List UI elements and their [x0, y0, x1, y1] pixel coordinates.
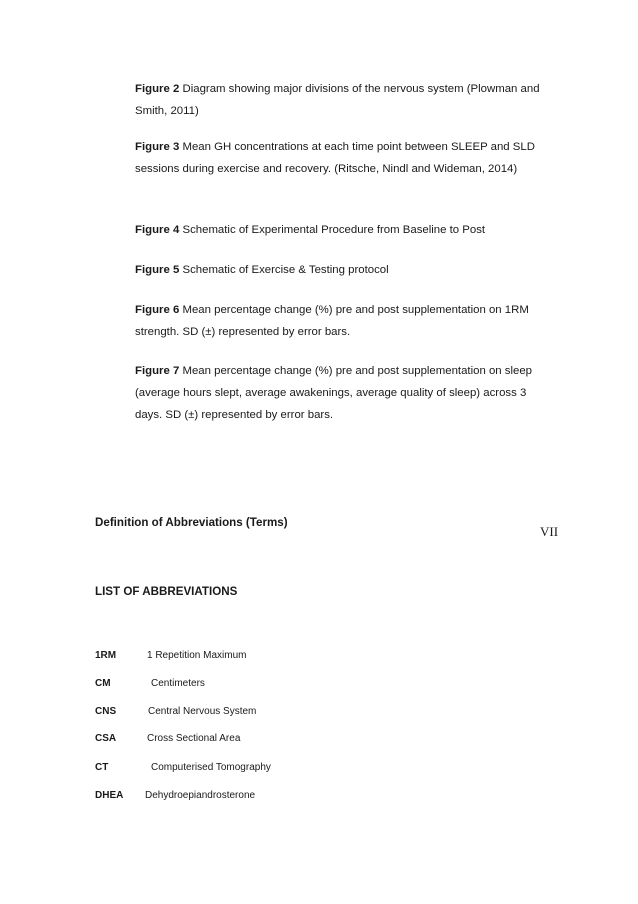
abbreviation-term: Centimeters	[151, 678, 205, 689]
abbreviation-term: Central Nervous System	[148, 706, 257, 717]
abbreviation-code: CT	[95, 762, 109, 773]
definitions-heading: Definition of Abbreviations (Terms)	[95, 516, 288, 529]
abbreviation-code: CM	[95, 678, 111, 689]
abbreviations-heading: LIST OF ABBREVIATIONS	[95, 585, 238, 598]
figure-label: Figure 5	[135, 264, 180, 276]
figure-label: Figure 4	[135, 224, 180, 236]
figure-caption: Mean percentage change (%) pre and post supplementation on sleep (average hours slept, average awakenings, average quality of sleep) across 3 days. SD (±) represented by error bars.	[135, 365, 533, 421]
abbreviation-term: Cross Sectional Area	[147, 733, 241, 744]
figure-caption: Schematic of Experimental Procedure from Baseline to Post	[179, 224, 486, 236]
abbreviation-code: CSA	[95, 733, 117, 744]
abbreviation-code: DHEA	[95, 790, 124, 801]
figure-label: Figure 7	[135, 365, 180, 377]
abbreviation-term: Computerised Tomography	[151, 762, 271, 773]
figure-label: Figure 3	[135, 141, 180, 153]
figure-caption: Diagram showing major divisions of the nervous system (Plowman and Smith, 2011)	[135, 83, 540, 117]
figure-entry-6	[135, 299, 545, 343]
figure-caption: Mean percentage change (%) pre and post supplementation on 1RM strength. SD (±) represented by error bars.	[135, 304, 529, 338]
figure-entry-4	[135, 219, 545, 241]
figure-entry-5	[135, 259, 545, 281]
figure-label: Figure 2	[135, 83, 180, 95]
figure-entry-7	[135, 360, 545, 426]
abbreviation-code: 1RM	[95, 650, 117, 661]
abbreviation-term: Dehydroepiandrosterone	[145, 790, 256, 801]
figure-caption: Schematic of Exercise & Testing protocol	[179, 264, 389, 276]
figure-entry-2	[135, 78, 545, 122]
page-number: VII	[540, 524, 559, 539]
abbreviation-code: CNS	[95, 706, 117, 717]
abbreviation-term: 1 Repetition Maximum	[147, 650, 247, 661]
figure-caption: Mean GH concentrations at each time point between SLEEP and SLD sessions during exercise and recovery. (Ritsche, Nindl and Wideman, 2014)	[135, 141, 535, 175]
figure-label: Figure 6	[135, 304, 180, 316]
figure-entry-3	[135, 136, 545, 180]
